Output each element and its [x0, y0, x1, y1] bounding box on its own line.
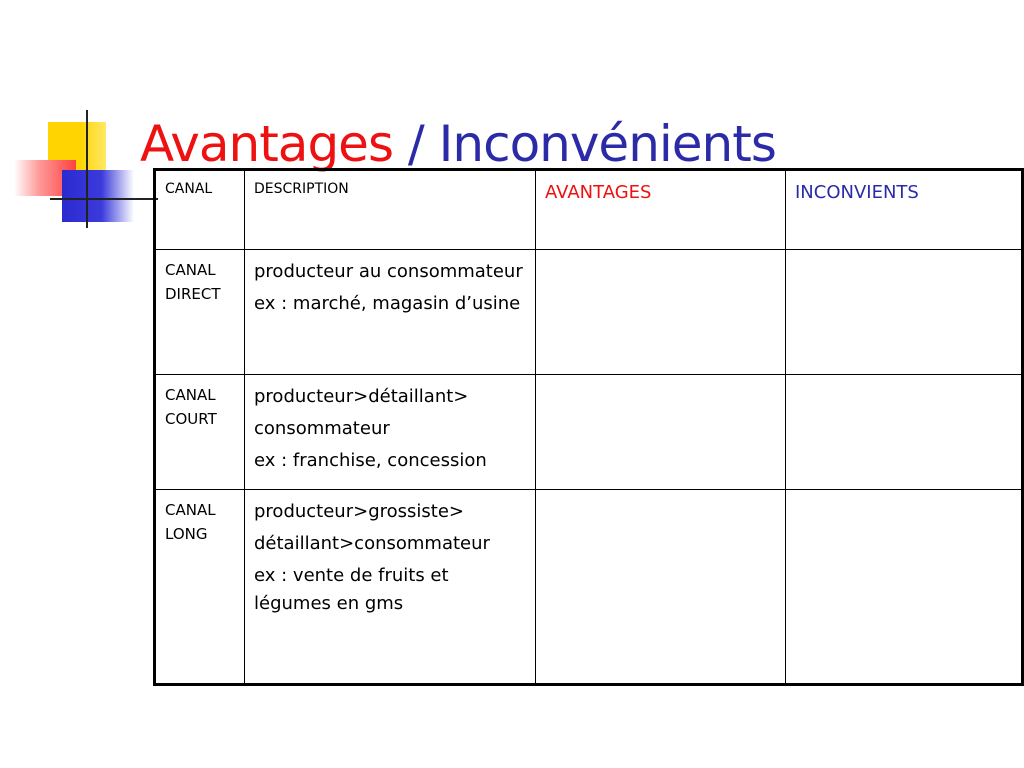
table-row-direct — [155, 250, 1023, 375]
title-inconvenients: Inconvénients — [438, 115, 776, 173]
vertical-line-shape — [86, 110, 88, 228]
inconvenients-cell — [786, 250, 1023, 375]
avantages-cell — [536, 250, 786, 375]
description-line: producteur>grossiste> — [254, 501, 464, 522]
description-example: ex : marché, magasin d’usine — [254, 293, 521, 314]
blue-square-shape — [62, 170, 134, 222]
header-description: DESCRIPTION — [245, 170, 536, 250]
slide-title — [140, 112, 776, 176]
description-line: consommateur — [254, 418, 390, 439]
canal-type: LONG — [165, 525, 208, 543]
avantages-cell — [536, 375, 786, 490]
description-cell — [245, 250, 536, 375]
table-header-row — [155, 170, 1023, 250]
header-canal: CANAL — [155, 170, 245, 250]
title-avantages: Avantages — [140, 115, 393, 173]
canal-label: CANAL — [165, 386, 216, 404]
title-separator: / — [393, 115, 439, 173]
description-example: ex : franchise, concession — [254, 450, 487, 471]
canal-cell — [155, 375, 245, 490]
channels-table — [153, 168, 1024, 686]
inconvenients-cell — [786, 375, 1023, 490]
header-avantages: AVANTAGES — [536, 170, 786, 250]
description-cell — [245, 375, 536, 490]
description-cell — [245, 490, 536, 685]
horizontal-line-shape — [50, 198, 158, 200]
description-line: détaillant>consommateur — [254, 533, 490, 554]
table-row-court — [155, 375, 1023, 490]
inconvenients-cell — [786, 490, 1023, 685]
description-example: ex : vente de fruits et légumes en gms — [254, 565, 449, 614]
canal-type: COURT — [165, 410, 217, 428]
canal-cell — [155, 490, 245, 685]
canal-type: DIRECT — [165, 285, 221, 303]
canal-label: CANAL — [165, 501, 216, 519]
description-line: producteur au consommateur — [254, 261, 523, 282]
table-row-long — [155, 490, 1023, 685]
canal-cell — [155, 250, 245, 375]
canal-label: CANAL — [165, 261, 216, 279]
header-inconvenients: INCONVIENTS — [786, 170, 1023, 250]
avantages-cell — [536, 490, 786, 685]
decorative-logo — [0, 0, 150, 240]
description-line: producteur>détaillant> — [254, 386, 469, 407]
